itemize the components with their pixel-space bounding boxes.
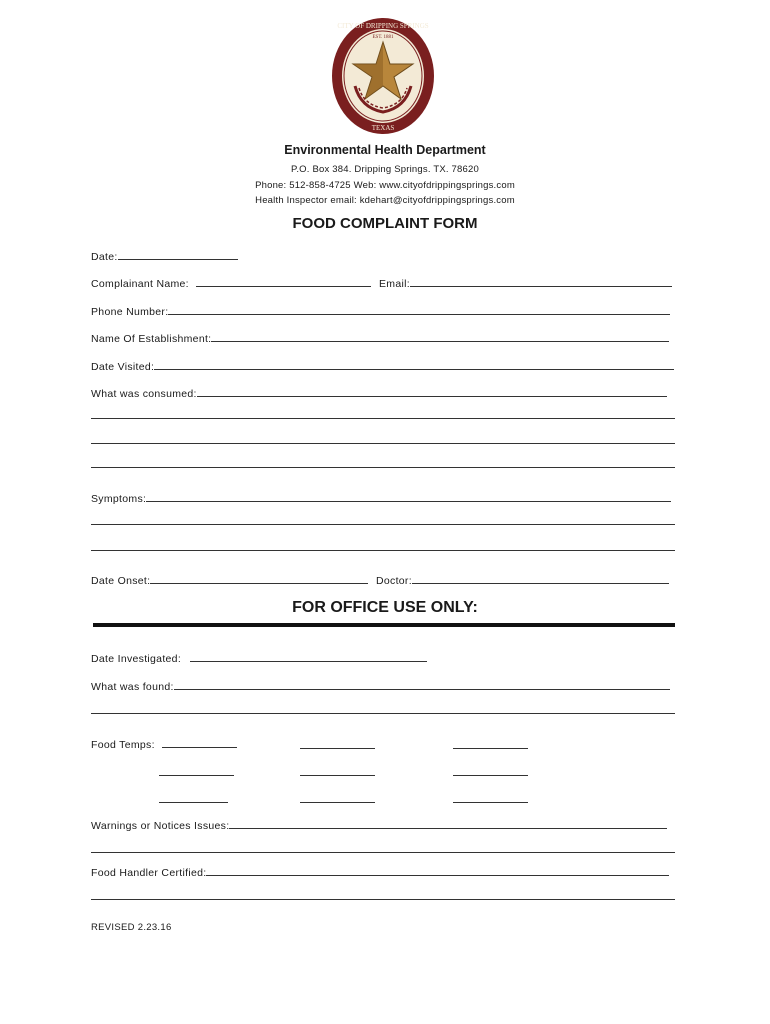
date-investigated-label: Date Investigated: — [91, 653, 182, 665]
form-title: FOOD COMPLAINT FORM — [292, 215, 478, 232]
date-onset-label: Date Onset: — [91, 575, 151, 587]
email-field[interactable] — [379, 277, 672, 290]
warnings-blank[interactable] — [229, 819, 667, 829]
phone-number-blank[interactable] — [168, 305, 670, 315]
food-temp-blank[interactable] — [453, 739, 528, 749]
complainant-name-blank[interactable] — [196, 277, 371, 287]
email-label: Email: — [379, 278, 410, 290]
department-phone-web: Phone: 512-858-4725 Web: www.cityofdrippingsprings.com — [255, 180, 515, 191]
department-name: Environmental Health Department — [284, 143, 486, 157]
food-handler-extra-line[interactable] — [91, 899, 675, 900]
consumed-blank[interactable] — [197, 387, 667, 397]
date-visited-label: Date Visited: — [91, 361, 155, 373]
warnings-field[interactable] — [91, 819, 667, 832]
complainant-name-label: Complainant Name: — [91, 278, 189, 290]
date-onset-field[interactable] — [91, 574, 368, 587]
date-investigated-field[interactable] — [91, 652, 427, 665]
food-temp-blank[interactable] — [453, 793, 528, 803]
symptoms-extra-line[interactable] — [91, 524, 675, 525]
office-divider — [93, 623, 675, 627]
food-temp-blank[interactable] — [162, 738, 237, 748]
establishment-label: Name Of Establishment: — [91, 333, 212, 345]
found-label: What was found: — [91, 681, 174, 693]
warnings-extra-line[interactable] — [91, 852, 675, 853]
warnings-label: Warnings or Notices Issues: — [91, 820, 230, 832]
inspector-email: Health Inspector email: kdehart@cityofdrippingsprings.com — [255, 195, 515, 206]
food-temp-blank[interactable] — [300, 766, 375, 776]
revised-note: REVISED 2.23.16 — [91, 922, 172, 933]
consumed-extra-line[interactable] — [91, 418, 675, 419]
phone-number-field[interactable] — [91, 305, 670, 318]
found-blank[interactable] — [174, 680, 670, 690]
food-temp-blank[interactable] — [159, 793, 228, 803]
food-handler-blank[interactable] — [206, 866, 669, 876]
doctor-field[interactable] — [376, 574, 669, 587]
food-temp-blank[interactable] — [159, 766, 234, 776]
office-use-heading: FOR OFFICE USE ONLY: — [292, 599, 478, 616]
establishment-field[interactable] — [91, 332, 669, 345]
date-field[interactable] — [91, 250, 238, 263]
found-extra-line[interactable] — [91, 713, 675, 714]
department-address: P.O. Box 384. Dripping Springs. TX. 78620 — [291, 164, 479, 175]
date-onset-blank[interactable] — [150, 574, 368, 584]
date-visited-blank[interactable] — [154, 360, 674, 370]
date-label: Date: — [91, 251, 118, 263]
city-seal-logo — [331, 16, 435, 136]
seal-established: EST. 1881 — [372, 35, 394, 40]
food-temp-blank[interactable] — [453, 766, 528, 776]
consumed-field[interactable] — [91, 387, 667, 400]
symptoms-label: Symptoms: — [91, 493, 147, 505]
doctor-blank[interactable] — [412, 574, 669, 584]
doctor-label: Doctor: — [376, 575, 412, 587]
email-blank[interactable] — [410, 277, 672, 287]
complainant-name-field[interactable] — [91, 277, 371, 290]
food-handler-label: Food Handler Certified: — [91, 867, 207, 879]
food-temps-label: Food Temps: — [91, 739, 155, 751]
date-investigated-blank[interactable] — [190, 652, 427, 662]
consumed-label: What was consumed: — [91, 388, 197, 400]
symptoms-field[interactable] — [91, 492, 671, 505]
phone-number-label: Phone Number: — [91, 306, 169, 318]
food-handler-field[interactable] — [91, 866, 669, 879]
consumed-extra-line[interactable] — [91, 443, 675, 444]
symptoms-extra-line[interactable] — [91, 550, 675, 551]
food-temps-field[interactable] — [91, 738, 237, 751]
found-field[interactable] — [91, 680, 670, 693]
symptoms-blank[interactable] — [146, 492, 671, 502]
consumed-extra-line[interactable] — [91, 467, 675, 468]
seal-text-top: CITY OF DRIPPING SPRINGS — [337, 22, 429, 30]
food-temp-blank[interactable] — [300, 793, 375, 803]
food-temp-blank[interactable] — [300, 739, 375, 749]
seal-text-bottom: TEXAS — [371, 124, 395, 132]
date-visited-field[interactable] — [91, 360, 674, 373]
date-blank[interactable] — [118, 250, 238, 260]
establishment-blank[interactable] — [211, 332, 669, 342]
